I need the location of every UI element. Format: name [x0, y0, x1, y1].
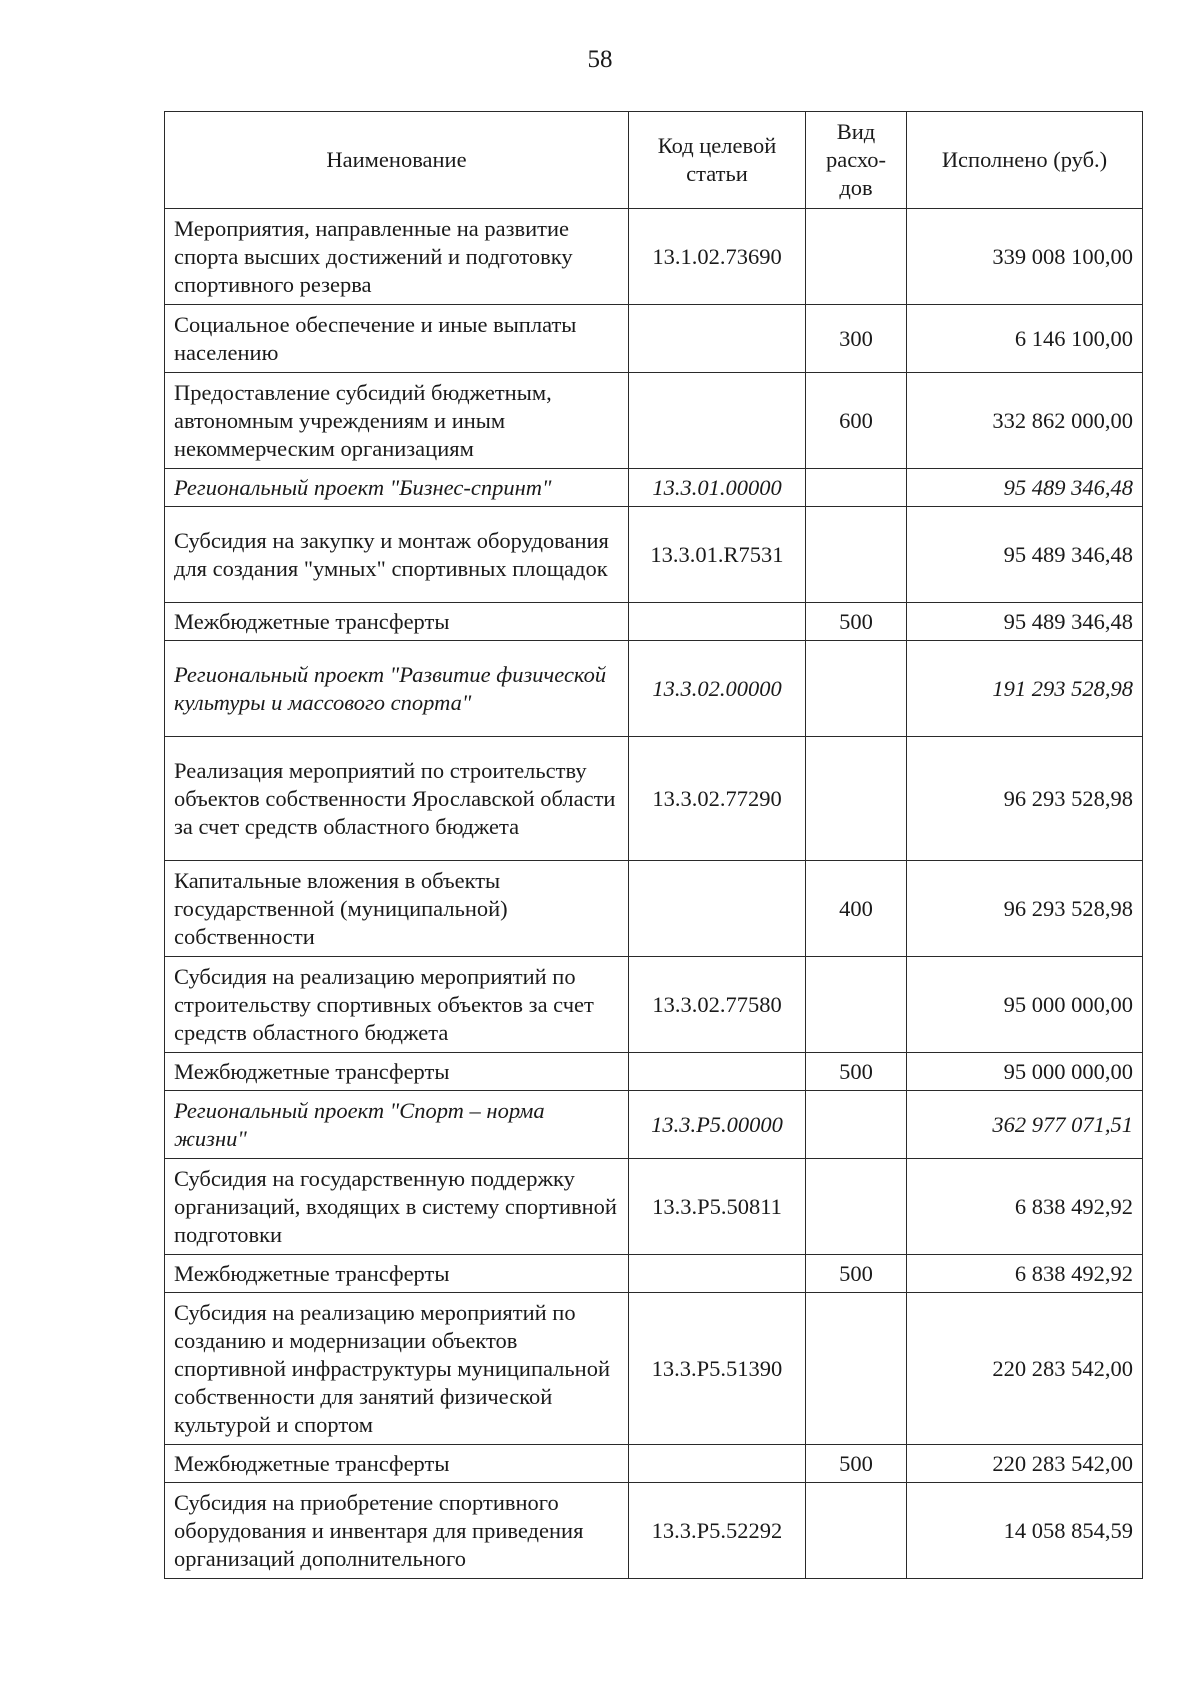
header-row	[165, 112, 1143, 209]
row-code-cell: 13.3.01.R7531	[629, 507, 806, 603]
row-kind-cell	[806, 507, 907, 603]
row-kind-cell: 400	[806, 861, 907, 957]
row-amount-cell: 220 283 542,00	[907, 1445, 1143, 1483]
row-kind-cell: 500	[806, 1255, 907, 1293]
row-code-cell: 13.3.02.77580	[629, 957, 806, 1053]
row-kind-cell	[806, 209, 907, 305]
budget-table	[164, 111, 1143, 1579]
table-row	[165, 603, 1143, 641]
row-code-cell: 13.3.Р5.51390	[629, 1293, 806, 1445]
row-name-cell: Межбюджетные трансферты	[165, 603, 629, 641]
header-kind: Вид расхо-дов	[806, 112, 907, 209]
row-code-cell: 13.3.02.77290	[629, 737, 806, 861]
row-amount-cell: 95 489 346,48	[907, 469, 1143, 507]
table-row	[165, 957, 1143, 1053]
table-row	[165, 469, 1143, 507]
row-code-cell: 13.3.Р5.00000	[629, 1091, 806, 1159]
row-amount-cell: 362 977 071,51	[907, 1091, 1143, 1159]
table-body	[165, 209, 1143, 1579]
row-amount-cell: 6 838 492,92	[907, 1159, 1143, 1255]
row-kind-cell	[806, 957, 907, 1053]
row-amount-cell: 96 293 528,98	[907, 861, 1143, 957]
row-name-cell: Социальное обеспечение и иные выплаты населению	[165, 305, 629, 373]
row-name-cell: Региональный проект "Спорт – норма жизни"	[165, 1091, 629, 1159]
row-name-cell: Региональный проект "Развитие физической культуры и массового спорта"	[165, 641, 629, 737]
table-row	[165, 1445, 1143, 1483]
row-name-cell: Мероприятия, направленные на развитие спорта высших достижений и подготовку спортивного резерва	[165, 209, 629, 305]
row-kind-cell: 300	[806, 305, 907, 373]
row-kind-cell	[806, 1091, 907, 1159]
table-row	[165, 1159, 1143, 1255]
row-name-cell: Реализация мероприятий по строительству объектов собственности Ярославской области за счет средств областного бюджета	[165, 737, 629, 861]
row-name-cell: Субсидия на приобретение спортивного оборудования и инвентаря для приведения организаций дополнительного	[165, 1483, 629, 1579]
row-code-cell	[629, 603, 806, 641]
table-header	[165, 112, 1143, 209]
table-row	[165, 641, 1143, 737]
page-number: 58	[587, 46, 613, 73]
row-code-cell: 13.3.02.00000	[629, 641, 806, 737]
row-amount-cell: 220 283 542,00	[907, 1293, 1143, 1445]
row-code-cell	[629, 1053, 806, 1091]
table-row	[165, 861, 1143, 957]
row-kind-cell: 500	[806, 1053, 907, 1091]
row-amount-cell: 6 838 492,92	[907, 1255, 1143, 1293]
header-name: Наименование	[165, 112, 629, 209]
row-name-cell: Субсидия на реализацию мероприятий по строительству спортивных объектов за счет средств областного бюджета	[165, 957, 629, 1053]
row-amount-cell: 95 489 346,48	[907, 507, 1143, 603]
row-code-cell: 13.1.02.73690	[629, 209, 806, 305]
row-kind-cell	[806, 737, 907, 861]
header-code: Код целевой статьи	[629, 112, 806, 209]
row-name-cell: Региональный проект "Бизнес-спринт"	[165, 469, 629, 507]
row-name-cell: Межбюджетные трансферты	[165, 1445, 629, 1483]
table-row	[165, 1293, 1143, 1445]
row-kind-cell	[806, 1293, 907, 1445]
row-amount-cell: 191 293 528,98	[907, 641, 1143, 737]
row-name-cell: Субсидия на государственную поддержку организаций, входящих в систему спортивной подготовки	[165, 1159, 629, 1255]
table-row	[165, 209, 1143, 305]
table-row	[165, 1483, 1143, 1579]
row-amount-cell: 95 000 000,00	[907, 1053, 1143, 1091]
table-row	[165, 737, 1143, 861]
table-row	[165, 507, 1143, 603]
row-code-cell	[629, 861, 806, 957]
row-code-cell: 13.3.01.00000	[629, 469, 806, 507]
row-amount-cell: 96 293 528,98	[907, 737, 1143, 861]
row-kind-cell	[806, 641, 907, 737]
row-kind-cell: 600	[806, 373, 907, 469]
row-amount-cell: 95 489 346,48	[907, 603, 1143, 641]
row-name-cell: Субсидия на закупку и монтаж оборудования для создания "умных" спортивных площадок	[165, 507, 629, 603]
row-kind-cell: 500	[806, 1445, 907, 1483]
row-amount-cell: 14 058 854,59	[907, 1483, 1143, 1579]
row-code-cell: 13.3.Р5.52292	[629, 1483, 806, 1579]
row-name-cell: Субсидия на реализацию мероприятий по созданию и модернизации объектов спортивной инфраструктуры муниципальной собственности для занятий физической культурой и спортом	[165, 1293, 629, 1445]
header-amount: Исполнено (руб.)	[907, 112, 1143, 209]
row-kind-cell: 500	[806, 603, 907, 641]
row-code-cell	[629, 1445, 806, 1483]
table-row	[165, 1255, 1143, 1293]
table-row	[165, 305, 1143, 373]
row-code-cell: 13.3.Р5.50811	[629, 1159, 806, 1255]
table-row	[165, 1053, 1143, 1091]
row-kind-cell	[806, 1159, 907, 1255]
row-code-cell	[629, 305, 806, 373]
row-amount-cell: 339 008 100,00	[907, 209, 1143, 305]
table-row	[165, 373, 1143, 469]
row-code-cell	[629, 1255, 806, 1293]
row-amount-cell: 6 146 100,00	[907, 305, 1143, 373]
row-amount-cell: 332 862 000,00	[907, 373, 1143, 469]
row-amount-cell: 95 000 000,00	[907, 957, 1143, 1053]
row-name-cell: Предоставление субсидий бюджетным, автономным учреждениям и иным некоммерческим организациям	[165, 373, 629, 469]
row-name-cell: Межбюджетные трансферты	[165, 1255, 629, 1293]
row-kind-cell	[806, 469, 907, 507]
row-name-cell: Межбюджетные трансферты	[165, 1053, 629, 1091]
row-name-cell: Капитальные вложения в объекты государственной (муниципальной) собственности	[165, 861, 629, 957]
table-row	[165, 1091, 1143, 1159]
row-kind-cell	[806, 1483, 907, 1579]
row-code-cell	[629, 373, 806, 469]
